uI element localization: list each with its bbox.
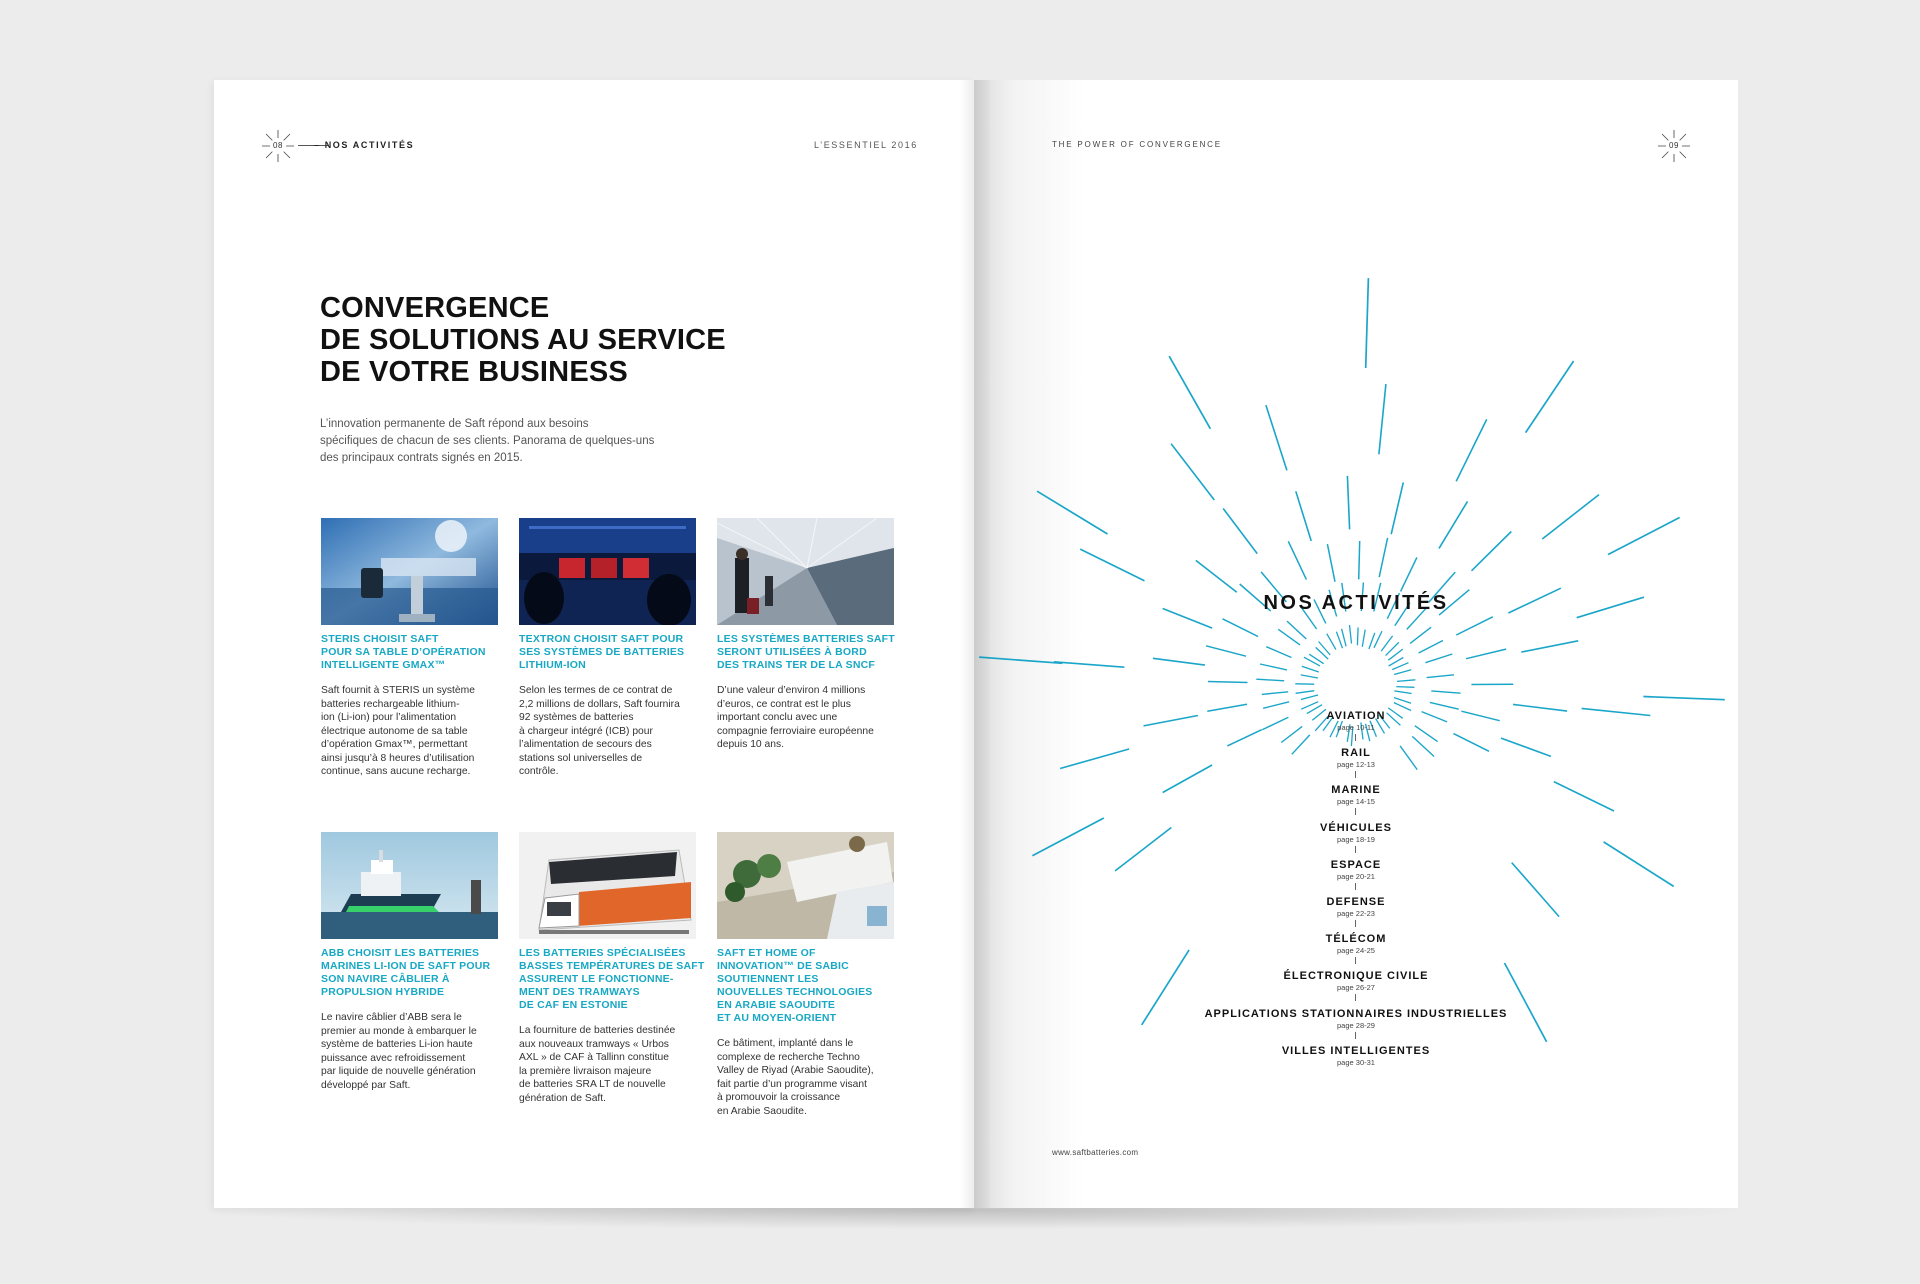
card-body-line: contrôle. <box>519 766 559 777</box>
menu-divider <box>1355 771 1356 778</box>
card-title-line: MARINES LI-ION DE SAFT POUR <box>321 960 491 972</box>
burst-ray <box>1381 636 1392 651</box>
burst-ray <box>1456 419 1487 481</box>
burst-ray <box>1430 702 1459 709</box>
burst-ray <box>1394 670 1411 675</box>
card-title-line: INTELLIGENTE GMAX™ <box>321 659 446 671</box>
activity-page: page 20-21 <box>1337 871 1375 881</box>
burst-ray <box>1431 691 1460 693</box>
card-body-line: 92 systèmes de batteries <box>519 712 634 723</box>
control-station-photo <box>519 518 696 625</box>
card-body-line: l’alimentation de secours des <box>519 739 652 750</box>
burst-ray <box>1287 621 1306 639</box>
page-number: 09 <box>1669 141 1679 150</box>
contract-card-textron <box>519 518 697 779</box>
card-title-line: TEXTRON CHOISIT SAFT POUR <box>519 633 684 645</box>
burst-ray <box>1362 630 1365 647</box>
burst-ray <box>1397 680 1415 682</box>
menu-item-vehicules[interactable] <box>974 822 1738 859</box>
burst-ray <box>1466 649 1506 659</box>
card-title-line: SON NAVIRE CÂBLIER À <box>321 973 450 985</box>
card-body-line: par liquide de nouvelle génération <box>321 1066 476 1077</box>
activity-page: page 24-25 <box>1337 946 1375 956</box>
activities-menu <box>974 710 1738 1082</box>
card-body-line: D’une valeur d’environ 4 millions <box>717 685 866 696</box>
burst-ray <box>1262 692 1288 695</box>
card-title <box>519 633 697 672</box>
card-title-line: MENT DES TRAMWAYS <box>519 986 640 998</box>
menu-item-rail[interactable] <box>974 747 1738 784</box>
activity-page: page 14-15 <box>1337 797 1375 807</box>
right-page <box>974 80 1738 1208</box>
burst-ray <box>1054 662 1125 667</box>
card-body-line: puissance avec refroidissement <box>321 1052 466 1064</box>
burst-ray <box>1266 405 1287 470</box>
intro-line: spécifiques de chacun de ses clients. Panorama de quelques-uns <box>320 435 655 447</box>
train-platform-photo <box>717 518 894 625</box>
burst-ray <box>1223 619 1259 637</box>
burst-ray <box>1301 695 1318 700</box>
burst-ray <box>1260 664 1287 670</box>
card-body-line: Saft fournit à STERIS un système <box>321 685 475 696</box>
menu-divider <box>1355 957 1356 964</box>
card-body <box>717 684 895 752</box>
contract-card-caf <box>519 832 705 1105</box>
contract-card-sabic <box>717 832 895 1118</box>
menu-item-telecom[interactable] <box>974 933 1738 970</box>
burst-ray <box>1196 560 1237 592</box>
activity-page: page 10-11 <box>1337 723 1375 732</box>
menu-divider <box>1355 808 1356 815</box>
burst-ray <box>1359 541 1360 579</box>
activity-name: MARINE <box>1331 784 1381 797</box>
burst-ray <box>1394 691 1411 694</box>
section-title: NOS ACTIVITÉS <box>1263 592 1449 614</box>
card-title-line: SAFT ET HOME OF <box>717 947 816 959</box>
tramway-photo <box>519 832 696 939</box>
card-body-line: La fourniture de batteries destinée <box>519 1025 676 1036</box>
burst-ray <box>1427 675 1454 678</box>
card-title-line: NOUVELLES TECHNOLOGIES <box>717 986 873 998</box>
card-body <box>519 684 697 779</box>
burst-ray <box>1521 641 1578 652</box>
card-title-line: ABB CHOISIT LES BATTERIES <box>321 947 480 959</box>
card-body-line: complexe de recherche Techno <box>717 1051 860 1063</box>
operating-room-photo <box>321 518 498 625</box>
burst-ray <box>1296 491 1311 541</box>
burst-ray <box>1643 697 1724 700</box>
menu-divider <box>1355 734 1356 741</box>
burst-ray <box>1439 501 1468 548</box>
card-body-line: d’euros, ce contrat est le plus <box>717 698 851 710</box>
card-body-line: génération de Saft. <box>519 1092 607 1104</box>
burst-ray <box>1263 702 1289 709</box>
activity-name: AVIATION <box>1326 710 1386 722</box>
card-title <box>321 633 499 672</box>
card-title-line: DES TRAINS TER DE LA SNCF <box>717 659 876 671</box>
card-title-line: ASSURENT LE FONCTIONNE- <box>519 973 674 985</box>
menu-item-marine[interactable] <box>974 784 1738 821</box>
card-body-line: ion (Li-ion) pour l’alimentation <box>321 712 457 723</box>
card-title-line: LES BATTERIES SPÉCIALISÉES <box>519 947 686 959</box>
card-body-line: développé par Saft. <box>321 1079 411 1091</box>
burst-ray <box>1374 631 1382 648</box>
activity-page: page 26-27 <box>1337 983 1375 993</box>
website-link[interactable]: www.saftbatteries.com <box>1052 1148 1139 1157</box>
burst-ray <box>1296 691 1315 694</box>
burst-ray <box>1171 444 1214 500</box>
burst-ray <box>1394 698 1411 704</box>
burst-ray <box>979 657 1062 663</box>
card-title-line: ET AU MOYEN-ORIENT <box>717 1012 837 1024</box>
contract-card-sncf <box>717 518 895 752</box>
card-title-line: INNOVATION™ DE SABIC <box>717 960 849 972</box>
intro-line: L’innovation permanente de Saft répond aux besoins <box>320 418 589 430</box>
card-body-line: de batteries SRA LT de nouvelle <box>519 1079 666 1090</box>
left-page <box>214 80 974 1208</box>
card-body-line: électrique autonome de sa table <box>321 725 468 737</box>
burst-ray <box>1392 663 1408 670</box>
card-body-line: batteries rechargeable lithium- <box>321 698 460 710</box>
section-label: – NOS ACTIVITÉS <box>314 140 415 150</box>
activity-page: page 28-29 <box>1337 1020 1375 1030</box>
card-body-line: 2,2 millions de dollars, Saft fournira <box>519 698 680 710</box>
burst-ray <box>1419 641 1443 654</box>
activity-name: DEFENSE <box>1326 895 1386 908</box>
menu-divider <box>1355 883 1356 890</box>
activity-name: TÉLÉCOM <box>1325 933 1387 946</box>
menu-divider <box>1355 1032 1356 1039</box>
burst-ray <box>1208 682 1248 683</box>
card-title-line: LES SYSTÈMES BATTERIES SAFT <box>717 633 895 645</box>
card-body-line: continue, sans aucune recharge. <box>321 766 471 777</box>
card-body-line: premier au monde à embarquer le <box>321 1025 477 1037</box>
burst-ray <box>1256 679 1284 681</box>
card-title-line: PROPULSION HYBRIDE <box>321 986 445 998</box>
card-title-line: SERONT UTILISÉES À BORD <box>717 646 867 658</box>
burst-ray <box>1396 687 1414 688</box>
burst-ray <box>1037 491 1107 534</box>
burst-ray <box>1542 495 1599 539</box>
card-title <box>519 947 705 1012</box>
headline-line: CONVERGENCE <box>320 292 550 324</box>
burst-ray <box>1379 384 1386 454</box>
card-title-line: SES SYSTÈMES DE BATTERIES <box>519 646 685 658</box>
burst-ray <box>1080 549 1144 581</box>
intro-paragraph <box>320 416 655 467</box>
card-body-line: à chargeur intégré (ICB) pour <box>519 725 653 737</box>
card-body-line: d’opération Gmax™, permettant <box>321 739 468 750</box>
card-body-line: système de batteries Li-ion haute <box>321 1039 473 1050</box>
burst-ray <box>1223 509 1257 554</box>
burst-ray <box>1169 356 1210 429</box>
burst-ray <box>1366 278 1369 368</box>
burst-ray <box>1472 532 1512 571</box>
card-body-line: compagnie ferroviaire européenne <box>717 725 874 737</box>
activity-name: APPLICATIONS STATIONNAIRES INDUSTRIELLES <box>1204 1007 1508 1020</box>
burst-ray <box>1309 654 1324 664</box>
activity-page: page 22-23 <box>1337 908 1375 918</box>
menu-divider <box>1355 994 1356 1001</box>
menu-divider <box>1355 920 1356 927</box>
card-body-line: aux nouveaux tramways « Urbos <box>519 1038 669 1050</box>
card-body-line: Ce bâtiment, implanté dans le <box>717 1038 854 1049</box>
card-title-line: SOUTIENNENT LES <box>717 973 819 985</box>
card-title-line: LITHIUM-ION <box>519 659 586 671</box>
burst-ray <box>1319 642 1331 656</box>
card-body-line: important conclu avec une <box>717 712 838 723</box>
publication-label: L’ESSENTIEL 2016 <box>814 140 918 150</box>
burst-ray <box>1410 627 1431 643</box>
menu-item-aviation[interactable] <box>974 710 1738 747</box>
card-body-line: Valley de Riyad (Arabie Saoudite), <box>717 1065 874 1076</box>
menu-item-villes-intelligentes[interactable] <box>974 1045 1738 1082</box>
card-body-line: fait partie d’un programme visant <box>717 1078 867 1090</box>
card-title-line: BASSES TEMPÉRATURES DE SAFT <box>519 960 705 972</box>
tagline: THE POWER OF CONVERGENCE <box>1052 140 1222 149</box>
menu-divider <box>1355 846 1356 853</box>
burst-ray <box>1266 647 1291 658</box>
activity-name: VÉHICULES <box>1320 821 1392 834</box>
intro-line: des principaux contrats signés en 2015. <box>320 452 523 464</box>
page-number: 08 <box>273 141 283 150</box>
card-body-line: la première livraison majeure <box>519 1065 652 1077</box>
card-body <box>717 1037 895 1118</box>
card-title-line: DE CAF EN ESTONIE <box>519 999 628 1011</box>
card-body-line: à promouvoir la croissance <box>717 1092 841 1103</box>
burst-ray <box>1608 518 1680 555</box>
cable-ship-photo <box>321 832 498 939</box>
burst-ray <box>1425 654 1452 663</box>
burst-ray <box>1350 625 1352 644</box>
card-body-line: depuis 10 ans. <box>717 739 784 750</box>
card-title <box>717 633 895 672</box>
activity-page: page 18-19 <box>1337 834 1375 844</box>
card-body <box>321 684 499 779</box>
burst-ray <box>1391 482 1403 534</box>
card-title-line: STERIS CHOISIT SAFT <box>321 633 439 645</box>
burst-ray <box>1327 544 1335 582</box>
burst-ray <box>1316 647 1329 659</box>
card-body <box>519 1024 697 1105</box>
burst-ray <box>1456 617 1493 635</box>
menu-item-espace[interactable] <box>974 859 1738 896</box>
burst-ray <box>1347 476 1349 530</box>
activity-name: ÉLECTRONIQUE CIVILE <box>1283 970 1429 983</box>
contract-card-abb <box>321 832 499 1092</box>
burst-ray <box>1379 538 1387 577</box>
burst-ray <box>1342 629 1347 647</box>
menu-item-defense[interactable] <box>974 896 1738 933</box>
burst-ray <box>1278 629 1300 645</box>
activity-name: VILLES INTELLIGENTES <box>1281 1044 1431 1057</box>
burst-ray <box>1304 657 1320 666</box>
burst-ray <box>1288 541 1306 579</box>
contract-card-steris <box>321 518 499 779</box>
burst-ray <box>1526 361 1574 433</box>
headline-line: DE VOTRE BUSINESS <box>320 356 628 388</box>
card-title <box>321 947 499 999</box>
activity-page: page 30-31 <box>1337 1057 1375 1067</box>
burst-ray <box>1401 557 1417 591</box>
burst-ray <box>1301 675 1318 678</box>
headline-line: DE SOLUTIONS AU SERVICE <box>320 324 726 356</box>
card-body <box>321 1011 499 1092</box>
card-body-line: stations sol universelles de <box>519 752 643 764</box>
menu-item-applications-stationnaires[interactable] <box>974 1008 1738 1045</box>
burst-ray <box>1327 634 1336 650</box>
burst-ray <box>1357 628 1358 646</box>
activity-page: page 12-13 <box>1337 760 1375 770</box>
card-title-line: EN ARABIE SAOUDITE <box>717 999 836 1011</box>
burst-ray <box>1206 646 1246 656</box>
building-model-photo <box>717 832 894 939</box>
activity-name: ESPACE <box>1330 858 1382 871</box>
card-body-line: Selon les termes de ce contrat de <box>519 685 673 696</box>
burst-ray <box>1302 666 1319 672</box>
headline <box>320 292 726 388</box>
card-body-line: en Arabie Saoudite. <box>717 1105 807 1117</box>
card-body-line: Le navire câblier d’ABB sera le <box>321 1012 462 1023</box>
card-body-line: AXL » de CAF à Tallinn constitue <box>519 1052 669 1063</box>
card-body-line: ainsi jusqu’à 8 heures d’utilisation <box>321 752 475 764</box>
menu-item-electronique-civile[interactable] <box>974 970 1738 1007</box>
activity-name: RAIL <box>1341 747 1371 760</box>
burst-ray <box>1336 632 1342 649</box>
card-title <box>717 947 895 1025</box>
card-title-line: POUR SA TABLE D’OPÉRATION <box>321 646 486 658</box>
burst-ray <box>1153 658 1205 665</box>
